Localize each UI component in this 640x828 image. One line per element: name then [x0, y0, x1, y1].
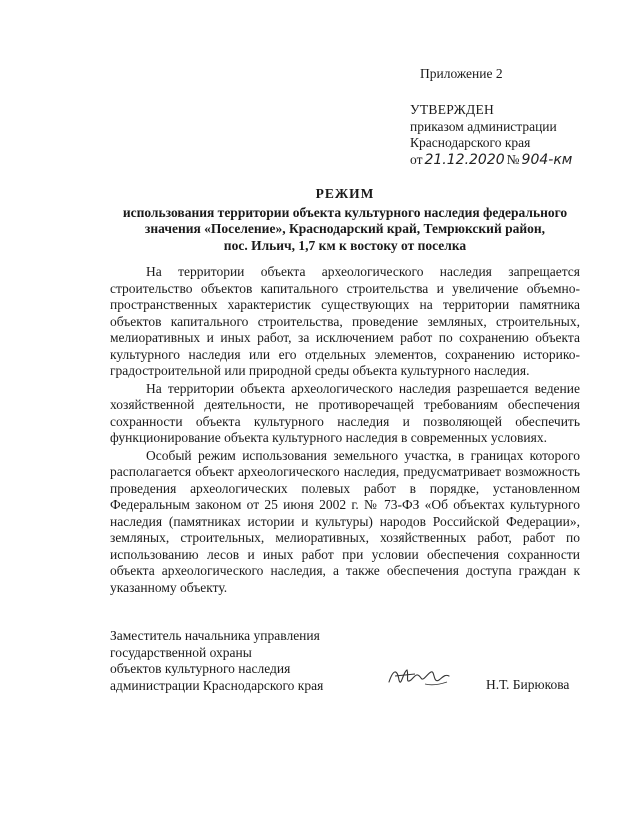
title-line-2: значения «Поселение», Краснодарский край, Темрюкский район,: [144, 221, 546, 236]
order-prefix: от: [410, 151, 423, 167]
signer-block: [110, 628, 323, 694]
approval-block: [410, 102, 574, 168]
paragraph-permissions: На территории объекта археологического наследия разрешается ведение хозяйственной деятельности, не противоречащей требованиям обеспечения сохранности объекта культурного наследия и позволяющей обеспечить функционирование объекта культурного наследия в современных условиях.: [110, 380, 580, 445]
order-date-line: [410, 152, 574, 169]
handwritten-signature: [385, 662, 453, 690]
title-line-3: пос. Ильич, 1,7 км к востоку от поселка: [223, 237, 467, 253]
signer-title-line-3: объектов культурного наследия: [110, 661, 291, 676]
signer-title-line-1: Заместитель начальника управления: [110, 628, 320, 643]
appendix-label: Приложение 2: [420, 66, 503, 81]
paragraph-special-regime: Особый режим использования земельного участка, в границах которого располагается объект археологического наследия, предусматривает возможность проведения археологических полевых работ в порядке, установленном Федеральным законом от 25 июня 2002 г. № 73-ФЗ «Об объектах культурного наследия (памятниках истории и культуры) народов Российской Федерации», земляных, строительных, мелиоративных, хозяйственных работ, работ по использованию лесов и иных работ при условии обеспечения сохранности объекта археологического наследия, а также обеспечения доступа граждан к указанному объекту.: [110, 447, 580, 595]
order-number: 904-км: [521, 151, 573, 168]
title-main: РЕЖИМ: [315, 186, 375, 201]
title-line-1: использования территории объекта культурного наследия федерального: [122, 204, 568, 220]
document-title: [110, 186, 580, 254]
order-number-label: №: [506, 151, 520, 167]
signer-title-line-2: государственной охраны: [110, 644, 252, 660]
paragraph-prohibitions: На территории объекта археологического наследия запрещается строительство объектов капитального строительства и увеличение объемно-пространственных характеристик существующих на территории памятника объектов капитального строительства, проведение земляных, строительных, мелиоративных и иных работ, за исключением работ по сохранению объекта культурного наследия или его отдельных элементов, сохранению историко-градостроительной или природной среды объекта культурного наследия.: [110, 264, 580, 378]
order-line-1: приказом администрации: [410, 118, 557, 134]
signer-name: Н.Т. Бирюкова: [486, 677, 570, 692]
signer-title-line-4: администрации Краснодарского края: [110, 677, 324, 693]
order-line-2: Краснодарского края: [410, 135, 531, 150]
order-date: 21.12.2020: [424, 151, 505, 168]
approved-heading: УТВЕРЖДЕН: [410, 102, 495, 117]
document-body: [110, 264, 580, 597]
